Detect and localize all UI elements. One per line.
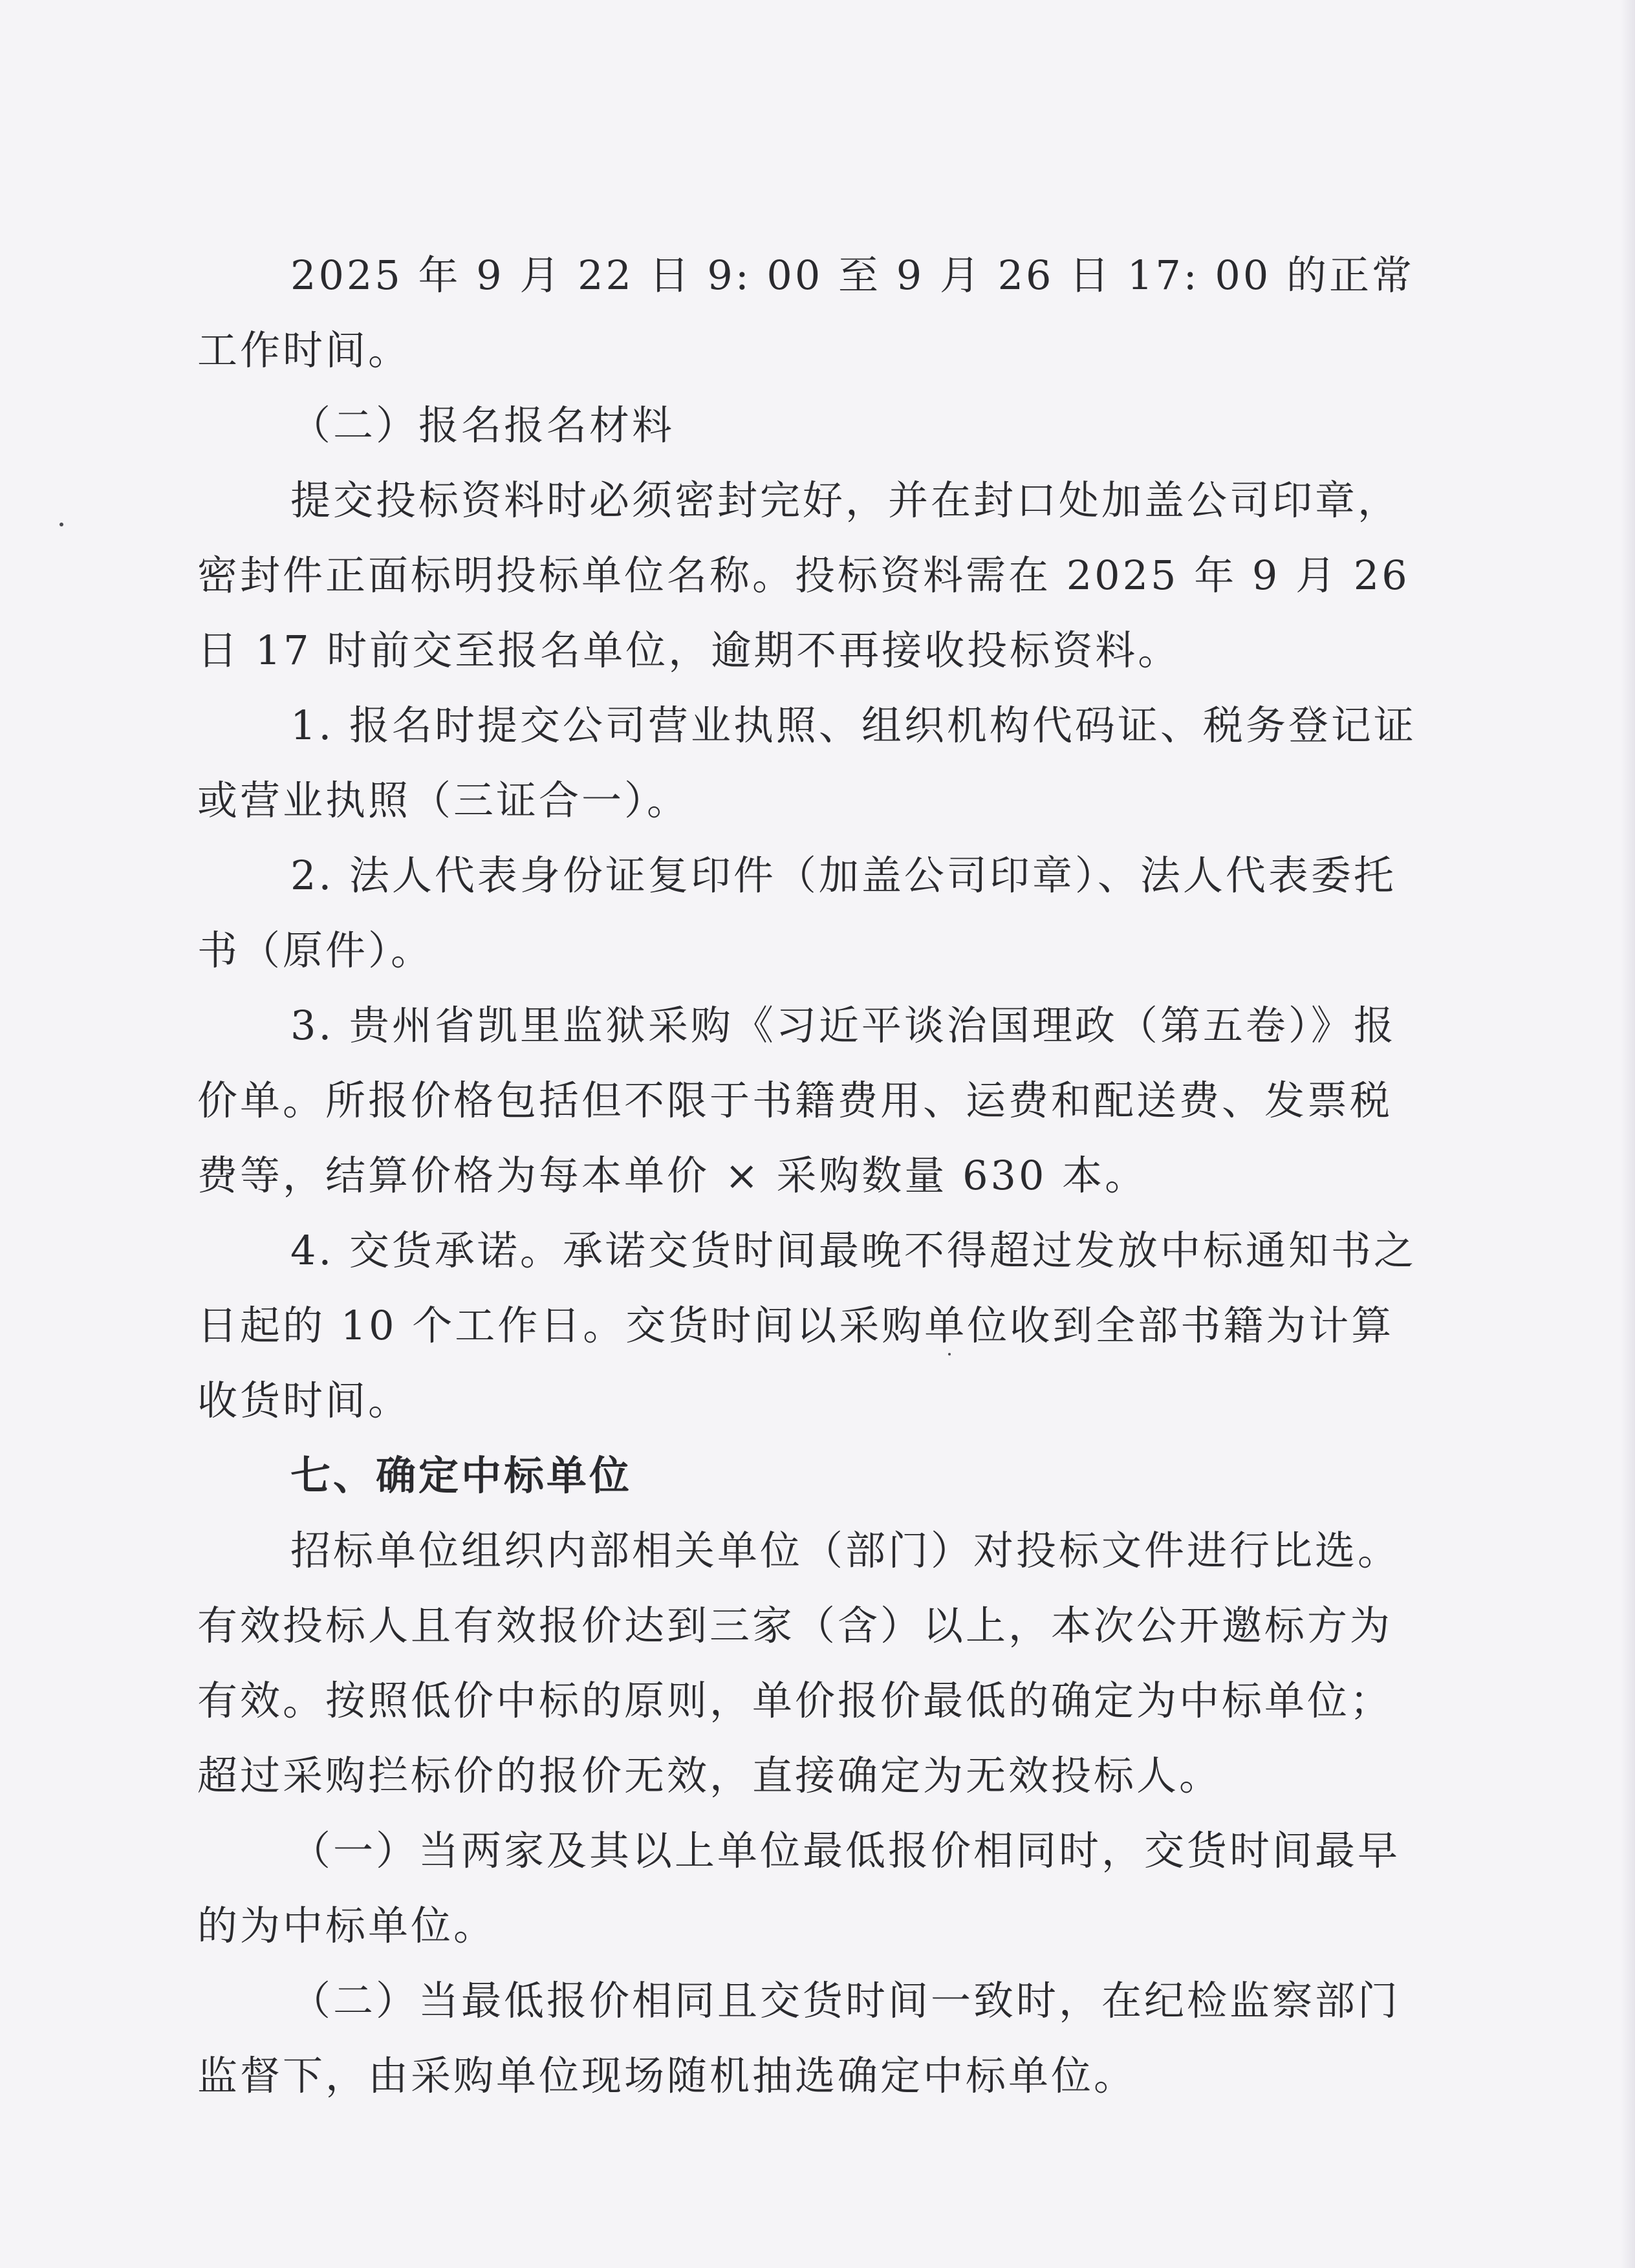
page-edge-shadow (1621, 0, 1635, 2268)
paragraph-tie-rule-1: （一）当两家及其以上单位最低报价相同时，交货时间最早的为中标单位。 (197, 1827, 1401, 1949)
paragraph-sealing-requirements: 提交投标资料时必须密封完好，并在封口处加盖公司印章，密封件正面标明投标单位名称。投标资料需在 2025 年 9 月 26 日 17 时前交至报名单位，逾期不再接收投标资料。 (197, 477, 1410, 674)
section-heading-determine-winner: 七、确定中标单位 (290, 1452, 633, 1499)
list-item-delivery-commitment: 4. 交货承诺。承诺交货时间最晚不得超过发放中标通知书之日起的 10 个工作日。交货时间以采购单位收到全部书籍为计算收货时间。 (197, 1227, 1416, 1424)
list-item-business-license: 1. 报名时提交公司营业执照、组织机构代码证、税务登记证或营业执照（三证合一）。 (197, 702, 1416, 824)
paragraph-tie-rule-2: （二）当最低报价相同且交货时间一致时，在纪检监察部门监督下，由采购单位现场随机抽选确定中标单位。 (197, 1977, 1401, 2099)
scan-speck (60, 523, 63, 526)
paragraph-evaluation-rules: 招标单位组织内部相关单位（部门）对投标文件进行比选。有效投标人且有效报价达到三家（含）以上，本次公开邀标方为有效。按照低价中标的原则，单价报价最低的确定为中标单位；超过采购拦标价的报价无效，直接确定为无效投标人。 (197, 1527, 1401, 1799)
section-registration-materials: （二）报名报名材料 (290, 402, 675, 449)
document-body (197, 238, 1426, 2113)
list-item-quotation: 3. 贵州省凯里监狱采购《习近平谈治国理政（第五卷）》报价单。所报价格包括但不限于书籍费用、运费和配送费、发票税费等，结算价格为每本单价 × 采购数量 630 本。 (197, 1002, 1396, 1199)
list-item-legal-rep-id: 2. 法人代表身份证复印件（加盖公司印章）、法人代表委托书（原件）。 (197, 852, 1396, 974)
paragraph-time-window: 2025 年 9 月 22 日 9: 00 至 9 月 26 日 17: 00 的正常工作时间。 (197, 252, 1414, 374)
